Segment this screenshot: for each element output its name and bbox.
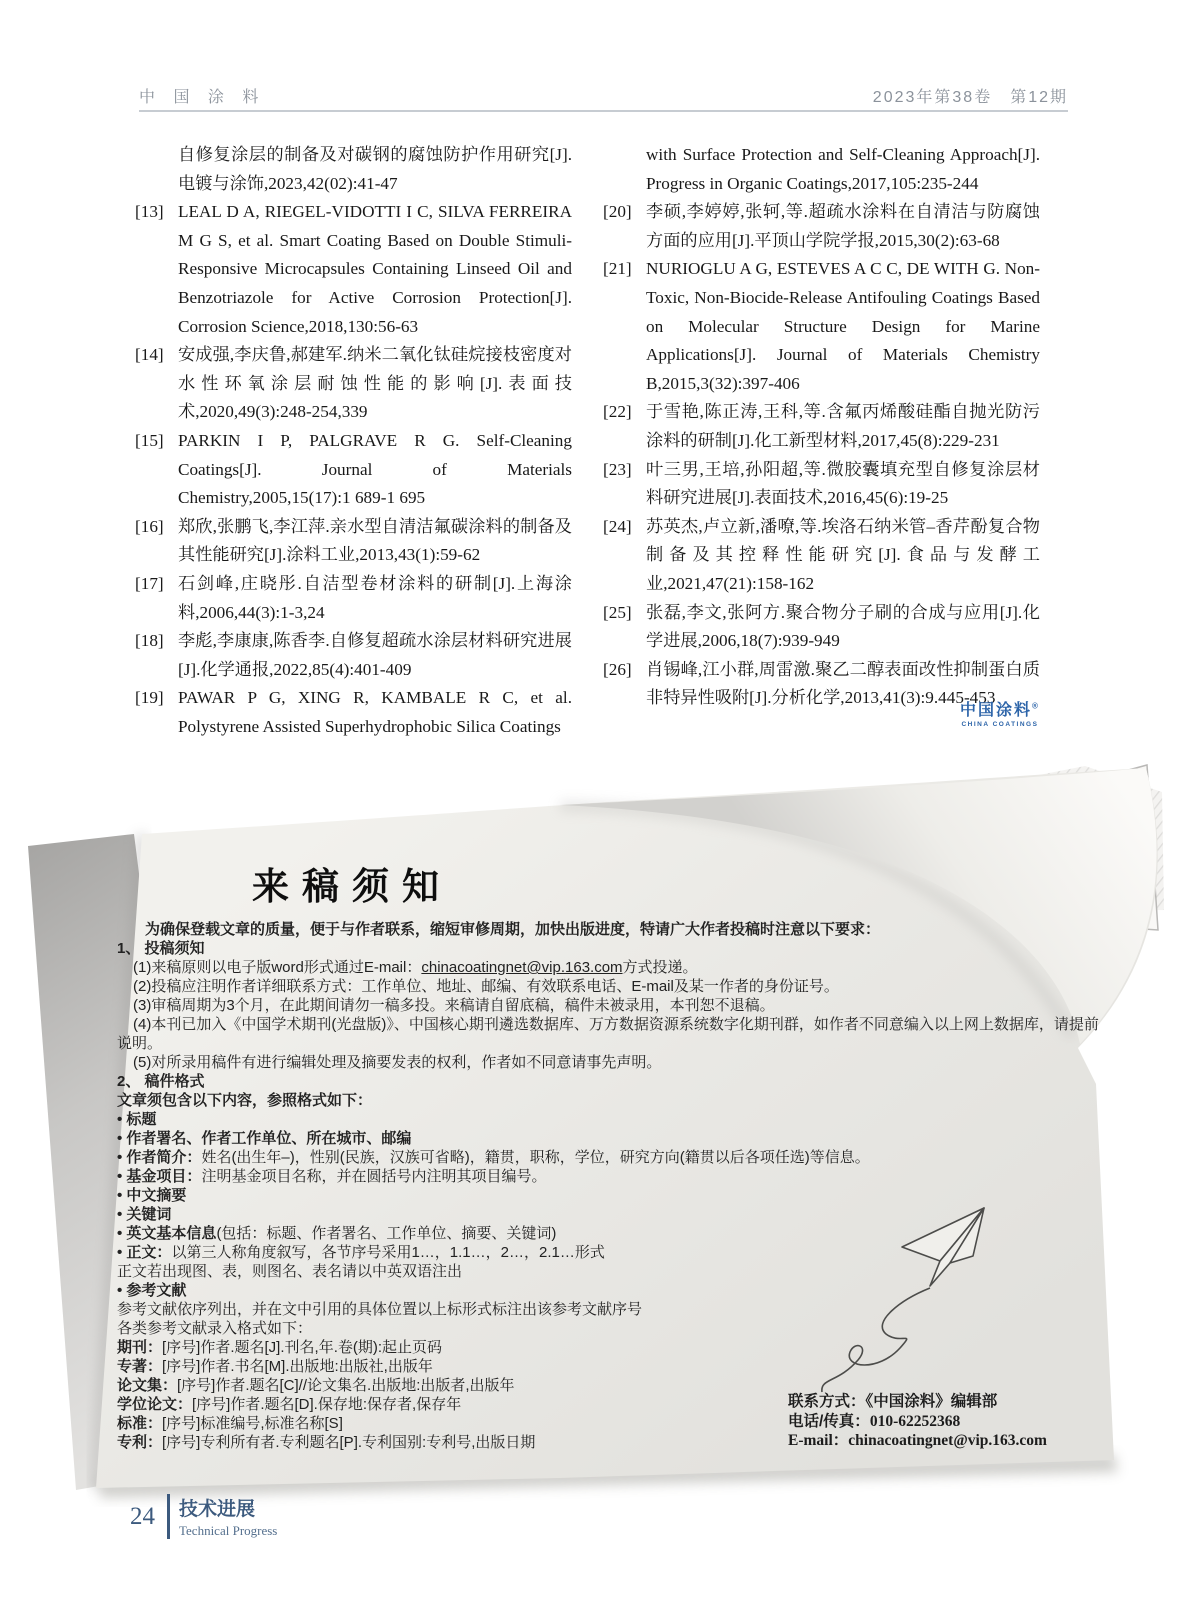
format-line: • 参考文献 bbox=[117, 1281, 1105, 1300]
reference-number: [18] bbox=[135, 631, 164, 651]
reference-item bbox=[135, 141, 572, 198]
format-line: 标准：[序号]标准编号,标准名称[S] bbox=[117, 1415, 343, 1432]
china-coatings-logo bbox=[960, 697, 1040, 728]
reference-item bbox=[603, 398, 1040, 455]
format-line: • 关键词 bbox=[117, 1205, 1105, 1224]
submission-rule-2: (2)投稿应注明作者详细联系方式：工作单位、地址、邮编、有效联系电话、E-mail及某一作者的身份证号。 bbox=[133, 978, 839, 995]
reference-text: 肖锡峰,江小群,周雷激.聚乙二醇表面改性抑制蛋白质非特异性吸附[J].分析化学,2013,41(3):9.445-453 bbox=[646, 659, 1040, 708]
submission-rule-3: (3)审稿周期为3个月，在此期间请勿一稿多投。来稿请自留底稿，稿件未被录用，本刊恕不退稿。 bbox=[133, 997, 775, 1014]
references-column-left bbox=[135, 141, 572, 741]
format-line: • 基金项目：注明基金项目名称，并在圆括号内注明其项目编号。 bbox=[117, 1167, 1105, 1186]
reference-text: 苏英杰,卢立新,潘嘹,等.埃洛石纳米管–香芹酚复合物制备及其控释性能研究[J].食品与发酵工业,2021,47(21):158-162 bbox=[646, 516, 1040, 593]
format-line: 专利：[序号]专利所有者.专利题名[P].专利国别:专利号,出版日期 bbox=[117, 1434, 536, 1451]
format-line: 期刊：[序号]作者.题名[J].刊名,年.卷(期):起止页码 bbox=[117, 1339, 443, 1356]
reference-text: 叶三男,王培,孙阳超,等.微胶囊填充型自修复涂层材料研究进展[J].表面技术,2016,45(6):19-25 bbox=[646, 459, 1040, 508]
footer-section-cn: 技术进展 bbox=[179, 1499, 256, 1520]
reference-number: [25] bbox=[603, 602, 632, 622]
contact-line-2: 电话/传真：010-62252368 bbox=[788, 1412, 961, 1430]
reference-text: 李彪,李康康,陈香李.自修复超疏水涂层材料研究进展[J].化学通报,2022,85(4):401-409 bbox=[178, 631, 572, 679]
reference-text: PARKIN I P, PALGRAVE R G. Self-Cleaning Coatings[J]. Journal of Materials Chemistry,2005,15(17):1 689-1 695 bbox=[178, 430, 572, 508]
reference-item bbox=[135, 570, 572, 627]
reference-number: [15] bbox=[135, 430, 164, 450]
section1-heading: 1、 投稿须知 bbox=[117, 940, 205, 957]
reference-item bbox=[603, 198, 1040, 255]
reference-item bbox=[603, 456, 1040, 513]
reference-number: [13] bbox=[135, 202, 164, 222]
format-line: 专著：[序号]作者.书名[M].出版地:出版社,出版年 bbox=[117, 1358, 433, 1375]
reference-text: NURIOGLU A G, ESTEVES A C C, DE WITH G. Non-Toxic, Non-Biocide-Release Antifouling Coatings Based on Molecular Structure Design for Marine Applications[J]. Journal of Materials Chemistry B,2015,3(32):397-406 bbox=[646, 259, 1040, 393]
submission-rule-5: (5)对所录用稿件有进行编辑处理及摘要发表的权利，作者如不同意请事先声明。 bbox=[133, 1054, 662, 1071]
reference-number: [21] bbox=[603, 259, 632, 279]
section2-heading: 2、 稿件格式 bbox=[117, 1073, 205, 1090]
reference-text: PAWAR P G, XING R, KAMBALE R C, et al. Polystyrene Assisted Superhydrophobic Silica Coatings bbox=[178, 688, 572, 736]
footer-section-en: Technical Progress bbox=[179, 1523, 278, 1538]
format-line: 正文若出现图、表，则图名、表名请以中英双语注出 bbox=[117, 1263, 463, 1280]
phone-number: 010-62252368 bbox=[869, 1412, 961, 1430]
reference-item bbox=[603, 255, 1040, 398]
reference-item bbox=[135, 513, 572, 570]
notice-intro: 为确保登载文章的质量，便于与作者联系，缩短审修周期，加快出版进度，特请广大作者投稿时注意以下要求： bbox=[145, 921, 881, 938]
reference-text: 安成强,李庆鲁,郝建军.纳米二氧化钛硅烷接枝密度对水性环氧涂层耐蚀性能的影响[J].表面技术,2020,49(3):248-254,339 bbox=[178, 345, 572, 422]
format-line: • 正文：以第三人称角度叙写，各节序号采用1…，1.1…，2…，2.1…形式 bbox=[117, 1243, 1105, 1262]
format-line: 学位论文：[序号]作者.题名[D].保存地:保存者,保存年 bbox=[117, 1396, 462, 1413]
section2-intro: 文章须包含以下内容，参照格式如下： bbox=[117, 1092, 373, 1109]
page-number: 24 bbox=[130, 1502, 155, 1530]
reference-number: [26] bbox=[603, 659, 632, 679]
journal-name-header: 中 国 涂 料 bbox=[139, 89, 266, 106]
reference-item bbox=[135, 341, 572, 427]
format-line: • 作者简介：姓名(出生年–)，性别(民族，汉族可省略)，籍贯，职称，学位，研究方向(籍贯以后各项任选)等信息。 bbox=[117, 1148, 1105, 1167]
references-column-right bbox=[603, 141, 1040, 713]
logo-text-cn: 中国涂料 bbox=[960, 702, 1033, 719]
logo-text-en: CHINA COATINGS bbox=[961, 721, 1039, 728]
reference-text: 李硕,李婷婷,张轲,等.超疏水涂料在自清洁与防腐蚀方面的应用[J].平顶山学院学报,2015,30(2):63-68 bbox=[646, 202, 1040, 250]
editorial-contact-block bbox=[788, 1392, 1047, 1451]
notice-title: 来稿须知 bbox=[252, 866, 452, 907]
reference-text: 石剑峰,庄晓彤.自洁型卷材涂料的研制[J].上海涂料,2006,44(3):1-3,24 bbox=[178, 573, 572, 622]
contact-email: chinacoatingnet@vip.163.com bbox=[848, 1432, 1047, 1449]
rule1-tail: 方式投递。 bbox=[622, 959, 698, 976]
reference-text: 自修复涂层的制备及对碳钢的腐蚀防护作用研究[J].电镀与涂饰,2023,42(02):41-47 bbox=[178, 145, 572, 193]
reference-number: [20] bbox=[603, 202, 632, 222]
format-line: 论文集：[序号]作者.题名[C]//论文集名.出版地:出版者,出版年 bbox=[117, 1377, 515, 1394]
format-line: 参考文献依序列出，并在文中引用的具体位置以上标形式标注出该参考文献序号 bbox=[117, 1301, 643, 1318]
contact-line-1: 联系方式：《中国涂料》编辑部 bbox=[788, 1393, 998, 1410]
submission-rule-1 bbox=[117, 958, 1105, 977]
reference-item bbox=[135, 198, 572, 341]
reference-item bbox=[135, 627, 572, 684]
format-line: • 中文摘要 bbox=[117, 1186, 1105, 1205]
reference-item bbox=[603, 141, 1040, 198]
page-footer bbox=[130, 1494, 277, 1539]
reference-text: with Surface Protection and Self-Cleaning Approach[J]. Progress in Organic Coatings,2017,105:235-244 bbox=[646, 145, 1040, 193]
reference-number: [16] bbox=[135, 516, 164, 536]
reference-number: [23] bbox=[603, 459, 632, 479]
contact-line-3: E-mail：chinacoatingnet@vip.163.com bbox=[788, 1432, 1047, 1449]
format-line: • 标题 bbox=[117, 1110, 1105, 1129]
submission-email-link[interactable]: chinacoatingnet@vip.163.com bbox=[421, 959, 623, 976]
reference-number: [19] bbox=[135, 688, 164, 708]
reference-item bbox=[603, 599, 1040, 656]
reference-text: 于雪艳,陈正涛,王科,等.含氟丙烯酸硅酯自抛光防污涂料的研制[J].化工新型材料,2017,45(8):229-231 bbox=[646, 402, 1040, 450]
reference-number: [17] bbox=[135, 573, 164, 593]
header-rule bbox=[139, 110, 1068, 112]
rule1-text: (1)来稿原则以电子版word形式通过E-mail： bbox=[133, 959, 422, 976]
notice-body bbox=[117, 920, 1105, 1452]
reference-number: [22] bbox=[603, 402, 632, 422]
reference-text: 张磊,李文,张阿方.聚合物分子刷的合成与应用[J].化学进展,2006,18(7):939-949 bbox=[646, 602, 1040, 651]
format-line: • 英文基本信息(包括：标题、作者署名、工作单位、摘要、关键词) bbox=[117, 1224, 1105, 1243]
reference-text: 郑欣,张鹏飞,李江萍.亲水型自清洁氟碳涂料的制备及其性能研究[J].涂料工业,2013,43(1):59-62 bbox=[178, 516, 572, 565]
reference-text: LEAL D A, RIEGEL-VIDOTTI I C, SILVA FERREIRA M G S, et al. Smart Coating Based on Double Stimuli-Responsive Microcapsules Containing Linseed Oil and Benzotriazole for Active Corrosion Protection[J]. Corrosion Science,2018,130:56-63 bbox=[178, 202, 572, 336]
reference-item bbox=[135, 684, 572, 741]
reference-number: [24] bbox=[603, 516, 632, 536]
issue-info: 2023年第38卷 第12期 bbox=[872, 89, 1068, 106]
reference-number: [14] bbox=[135, 345, 164, 365]
format-line: 各类参考文献录入格式如下： bbox=[117, 1320, 313, 1337]
footer-divider bbox=[167, 1494, 170, 1539]
submission-rule-4: (4)本刊已加入《中国学术期刊(光盘版)》、中国核心期刊遴选数据库、万方数据资源系统数字化期刊群，如作者不同意编入以上网上数据库，请提前说明。 bbox=[117, 1016, 1099, 1052]
reference-item bbox=[603, 513, 1040, 599]
registered-mark-icon: ® bbox=[1032, 701, 1040, 711]
format-line: • 作者署名、作者工作单位、所在城市、邮编 bbox=[117, 1129, 1105, 1148]
reference-item bbox=[135, 427, 572, 513]
